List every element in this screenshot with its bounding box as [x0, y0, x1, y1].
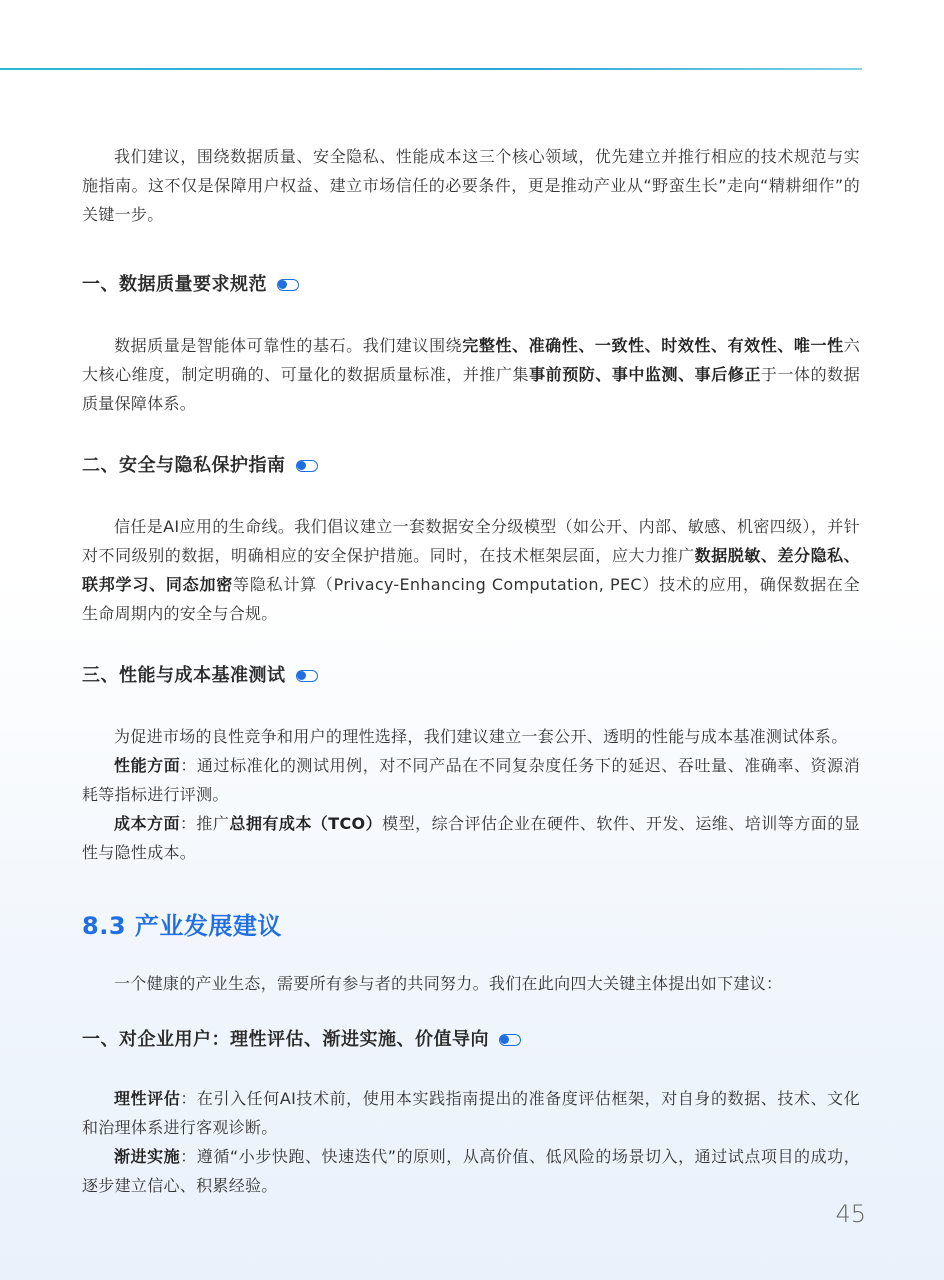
section-heading-text: 一、对企业用户：理性评估、渐进实施、价值导向	[82, 1029, 489, 1050]
section-heading-text: 二、安全与隐私保护指南	[82, 455, 286, 476]
section-heading-text: 三、性能与成本基准测试	[82, 665, 286, 686]
page-number: 45	[835, 1200, 866, 1228]
text-run: 模型，综合评估企业在硬件、软件、开发、运维、培训等方面的显性与隐性成本。	[82, 814, 860, 862]
intro-paragraph: 我们建议，围绕数据质量、安全隐私、性能成本这三个核心领域，优先建立并推行相应的技术规范与实施指南。这不仅是保障用户权益、建立市场信任的必要条件，更是推动产业从“野蛮生长”走向“精耕细作”的关键一步。	[82, 147, 860, 224]
cost-paragraph	[82, 809, 860, 867]
bold-run: 渐进实施	[114, 1147, 181, 1166]
text-run: 六大核心维度，制定明确的、可量化的数据质量标准，并推广集	[82, 336, 860, 384]
text-run: 信任是AI应用的生命线。我们倡议建立一套数据安全分级模型（如公开、内部、敏感、机密四级），并针对不同级别的数据，明确相应的安全保护措施。同时，在技术框架层面，应大力推广	[82, 517, 860, 565]
security-paragraph	[82, 512, 860, 628]
text-run: ：遵循“小步快跑、快速迭代”的原则，从高价值、低风险的场景切入，通过试点项目的成功，逐步建立信心、积累经验。	[82, 1147, 860, 1195]
section-heading-security	[82, 452, 860, 480]
section-heading-data-quality	[82, 271, 860, 299]
text-run: ：通过标准化的测试用例，对不同产品在不同复杂度任务下的延迟、吞吐量、准确率、资源消耗等指标进行评测。	[82, 756, 860, 804]
bold-run: 性能方面	[114, 756, 181, 775]
toggle-icon	[296, 670, 318, 682]
data-quality-paragraph	[82, 331, 860, 418]
bold-run: 成本方面	[114, 814, 180, 833]
section-heading-text: 一、数据质量要求规范	[82, 274, 267, 295]
bold-run: 理性评估	[114, 1089, 181, 1108]
bold-run: 完整性、准确性、一致性、时效性、有效性、唯一性	[462, 336, 844, 355]
toggle-icon	[499, 1034, 521, 1046]
section-title: 8.3 产业发展建议	[82, 912, 282, 940]
performance-paragraph	[82, 751, 860, 809]
text-run: ：在引入任何AI技术前，使用本实践指南提出的准备度评估框架，对自身的数据、技术、文化和治理体系进行客观诊断。	[82, 1089, 861, 1137]
text-run: ：推广	[179, 814, 230, 833]
text-run: 等隐私计算（Privacy-Enhancing Computation, PEC）技术的应用，确保数据在全生命周期内的安全与合规。	[82, 575, 860, 623]
bold-run: 事前预防、事中监测、事后修正	[529, 365, 761, 384]
toggle-icon	[277, 279, 299, 291]
text-run: 于一体的数据质量保障体系。	[82, 365, 860, 413]
section-heading-enterprise	[82, 1026, 860, 1054]
benchmark-intro-paragraph: 为促进市场的良性竞争和用户的理性选择，我们建议建立一套公开、透明的性能与成本基准测试体系。	[114, 727, 848, 746]
section-heading-benchmark	[82, 662, 860, 690]
rational-evaluation-paragraph	[82, 1084, 860, 1142]
text-run: 数据质量是智能体可靠性的基石。我们建议围绕	[114, 336, 463, 355]
industry-intro-paragraph: 一个健康的产业生态，需要所有参与者的共同努力。我们在此向四大关键主体提出如下建议：	[114, 974, 783, 993]
toggle-icon	[296, 460, 318, 472]
gradual-implementation-paragraph	[82, 1142, 860, 1200]
header-rule	[0, 68, 862, 70]
bold-run: 总拥有成本（TCO）	[229, 814, 383, 833]
bold-run: 数据脱敏、差分隐私、联邦学习、同态加密	[82, 546, 860, 594]
page-content	[82, 142, 860, 1200]
